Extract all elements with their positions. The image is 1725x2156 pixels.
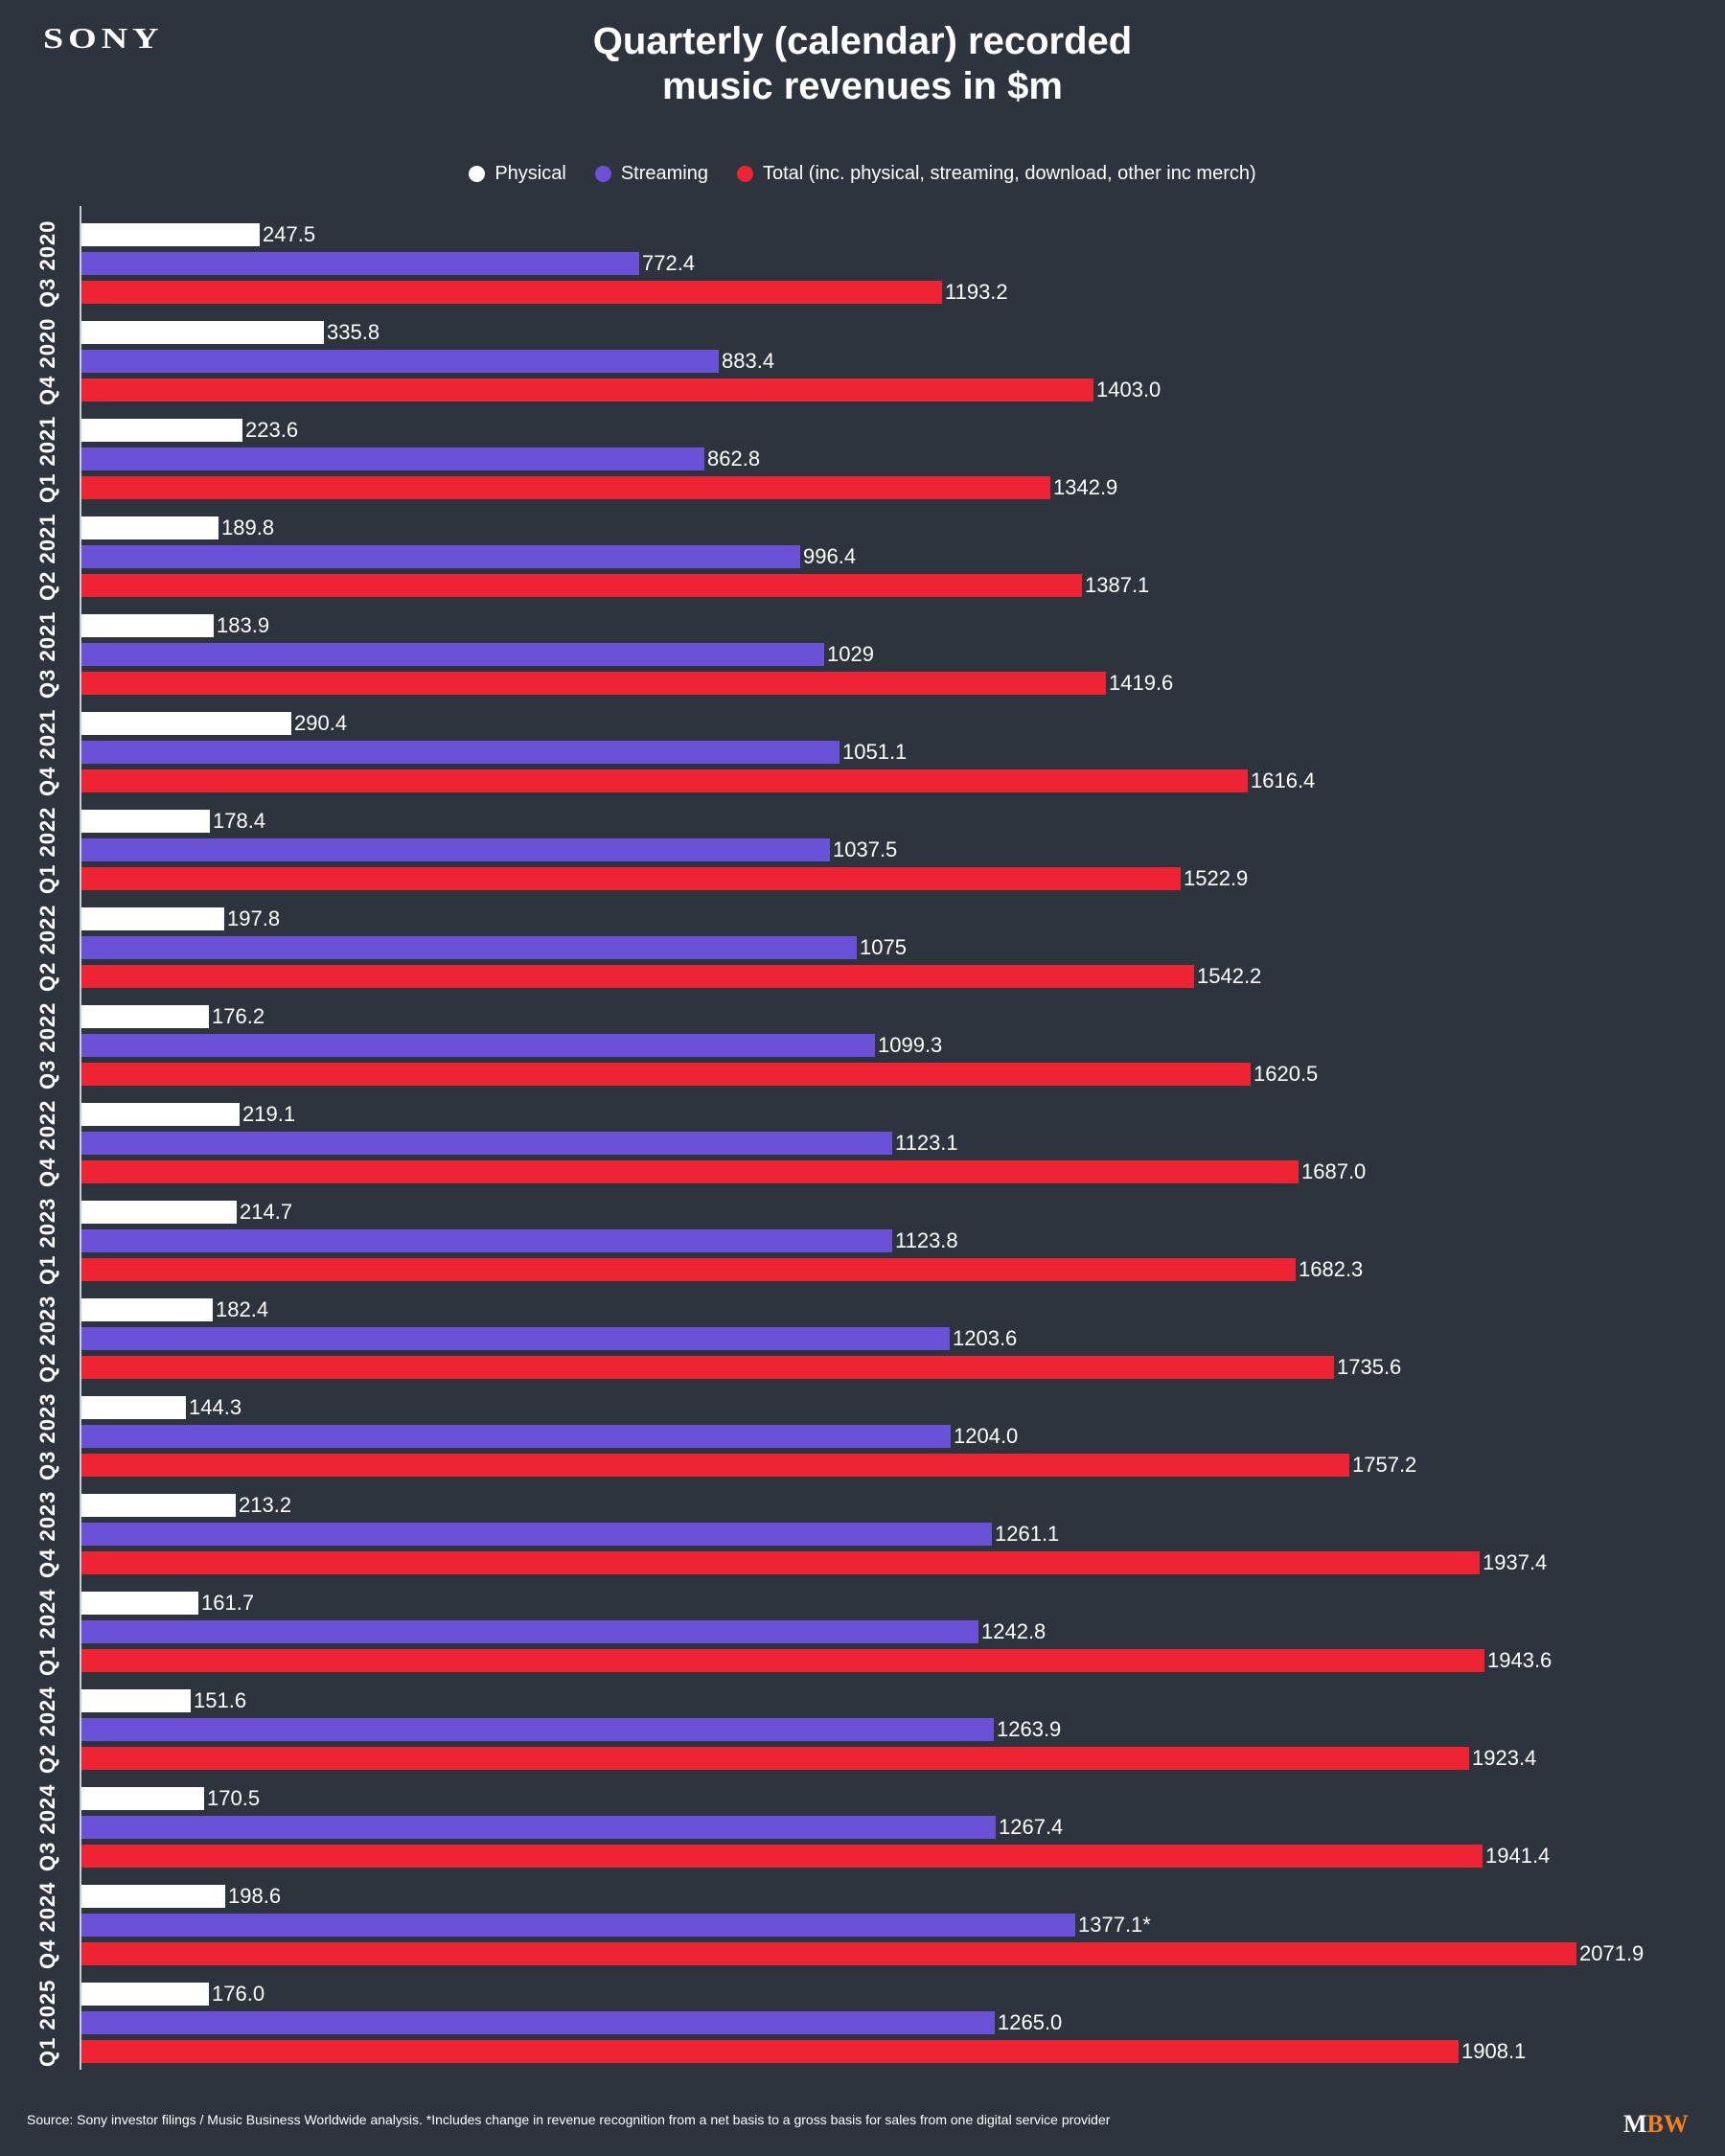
total-bar-fill [81,769,1248,792]
streaming-bar-fill [81,1523,992,1546]
total-bar [81,1356,1709,1379]
streaming-bar-fill [81,545,800,568]
total-bar [81,1063,1709,1086]
streaming-bar [81,1327,1709,1350]
streaming-bar [81,545,1709,568]
bar-value-label: 151.6 [194,1688,247,1712]
bar-value-label: 183.9 [217,613,270,637]
streaming-bar [81,1718,1709,1741]
total-bar [81,1551,1709,1574]
physical-bar [81,223,1709,246]
bar-value-label: 1735.6 [1337,1355,1402,1379]
quarter-group [35,904,1709,992]
mbw-logo [1623,2110,1689,2139]
physical-bar-fill [81,1983,209,2006]
bar-value-label: 1342.9 [1053,475,1118,499]
sony-logo: SONY [43,21,164,56]
y-axis-label: Q1 2021 [35,415,59,503]
bar-value-label: 1204.0 [954,1424,1019,1448]
bar-value-label: 1542.2 [1197,964,1262,988]
physical-bar [81,1298,1709,1321]
y-axis-label: Q3 2022 [35,1001,59,1089]
total-bar-fill [81,1160,1299,1183]
mbw-logo-bw: BW [1646,2110,1689,2138]
physical-bar-fill [81,1787,204,1810]
bar-value-label: 1242.8 [981,1619,1046,1643]
total-bar-fill [81,2040,1459,2063]
bar-value-label: 198.6 [228,1884,282,1908]
streaming-bar [81,741,1709,764]
total-bar-fill [81,1649,1484,1672]
bar-value-label: 772.4 [642,251,696,275]
legend-label-streaming: Streaming [620,163,708,184]
bar-value-label: 1943.6 [1487,1648,1552,1672]
physical-bar [81,1103,1709,1126]
streaming-bar [81,2011,1709,2034]
bar-value-label: 1757.2 [1352,1453,1417,1477]
bar-value-label: 1419.6 [1109,671,1174,695]
physical-bar-fill [81,1005,209,1028]
physical-bar-fill [81,1494,236,1517]
total-bar [81,1160,1709,1183]
streaming-bar [81,643,1709,666]
bar-value-label: 1267.4 [999,1815,1064,1839]
bar-value-label: 182.4 [216,1297,269,1321]
streaming-bar-fill [81,1034,875,1057]
total-bar-fill [81,574,1082,597]
bar-value-label: 1387.1 [1085,573,1150,597]
streaming-bar-fill [81,2011,995,2034]
physical-bar [81,810,1709,833]
total-bar-fill [81,965,1194,988]
streaming-bar-fill [81,936,857,959]
physical-bar-fill [81,1592,198,1615]
bar-value-label: 214.7 [240,1200,293,1224]
quarter-group [35,415,1709,503]
total-bar-fill [81,1063,1251,1086]
total-bar-fill [81,1454,1349,1477]
streaming-bar-fill [81,350,719,373]
bar-value-label: 197.8 [227,906,281,930]
bar-value-label: 1687.0 [1301,1159,1367,1183]
physical-bar [81,1689,1709,1712]
y-axis-label: Q1 2023 [35,1197,59,1285]
bar-value-label: 2071.9 [1579,1941,1644,1965]
legend-item-streaming [595,163,708,185]
chart-title-line1: Quarterly (calendar) recorded [592,20,1133,62]
total-bar [81,476,1709,499]
bar-value-label: 1123.1 [895,1131,958,1155]
bar-value-label: 1075 [860,935,907,959]
total-bar [81,2040,1709,2063]
bar-value-label: 144.3 [189,1395,242,1419]
total-bar [81,1747,1709,1770]
total-bar [81,378,1709,401]
physical-bar-fill [81,810,210,833]
physical-bar [81,1494,1709,1517]
quarter-group [35,1001,1709,1089]
physical-bar-fill [81,1689,191,1712]
quarter-group [35,1588,1709,1676]
physical-bar [81,1396,1709,1419]
physical-bar [81,614,1709,637]
total-bar [81,965,1709,988]
physical-bar-fill [81,419,242,442]
streaming-bar-fill [81,1229,892,1252]
legend-label-physical: Physical [494,163,566,184]
streaming-bar-fill [81,643,824,666]
streaming-bar [81,1914,1709,1937]
total-bar [81,1258,1709,1281]
bar-groups [35,219,1709,2067]
bar-value-label: 213.2 [239,1493,292,1517]
physical-bar [81,321,1709,344]
bar-value-label: 1377.1* [1078,1913,1151,1937]
physical-bar [81,1885,1709,1908]
physical-bar-fill [81,1201,237,1224]
bar-value-label: 1051.1 [842,740,908,764]
physical-bar [81,516,1709,539]
quarter-group [35,513,1709,601]
quarter-group [35,1881,1709,1969]
bar-value-label: 1522.9 [1184,866,1249,890]
streaming-bar-fill [81,1914,1075,1937]
streaming-bar [81,1620,1709,1643]
streaming-bar-fill [81,1327,950,1350]
total-bar [81,1649,1709,1672]
mbw-logo-m: M [1623,2110,1647,2138]
bar-value-label: 170.5 [207,1786,261,1810]
quarter-group [35,1197,1709,1285]
bar-value-label: 1908.1 [1461,2039,1527,2063]
bar-value-label: 1937.4 [1483,1550,1548,1574]
y-axis-label: Q4 2020 [35,317,59,405]
bar-value-label: 883.4 [722,349,775,373]
y-axis-label: Q3 2023 [35,1392,59,1480]
streaming-bar [81,1229,1709,1252]
total-bar-fill [81,281,942,304]
quarter-group [35,610,1709,699]
y-axis-label: Q4 2021 [35,708,59,796]
streaming-bar [81,1132,1709,1155]
bar-value-label: 1123.8 [895,1228,958,1252]
bar-value-label: 1265.0 [998,2010,1063,2034]
streaming-bar-fill [81,741,840,764]
bar-value-label: 996.4 [803,544,857,568]
total-legend-dot-icon [737,166,753,182]
physical-bar-fill [81,907,224,930]
physical-bar [81,1983,1709,2006]
bar-value-label: 1941.4 [1485,1844,1551,1868]
total-bar-fill [81,1747,1469,1770]
physical-bar-fill [81,223,260,246]
quarter-group [35,1783,1709,1871]
total-bar-fill [81,1258,1296,1281]
quarter-group [35,1490,1709,1578]
total-bar-fill [81,1551,1480,1574]
physical-bar-fill [81,1103,240,1126]
total-bar [81,867,1709,890]
y-axis-label: Q4 2024 [35,1881,59,1969]
quarter-group [35,317,1709,405]
bar-value-label: 1029 [827,642,874,666]
bar-value-label: 176.0 [212,1982,265,2006]
y-axis-label: Q3 2020 [35,219,59,308]
physical-bar-fill [81,1885,225,1908]
y-axis-label: Q3 2024 [35,1783,59,1871]
y-axis-label: Q4 2023 [35,1490,59,1578]
physical-bar [81,1005,1709,1028]
y-axis-label: Q2 2021 [35,513,59,601]
source-note: Source: Sony investor filings / Music Business Worldwide analysis. *Includes change in revenue recognition from a net basis to a gross basis for sales from one digital service provider [27,2112,1111,2127]
physical-bar-fill [81,1298,213,1321]
streaming-bar-fill [81,252,639,275]
streaming-bar [81,1523,1709,1546]
bar-value-label: 189.8 [221,516,275,539]
bar-value-label: 1203.6 [953,1326,1018,1350]
bar-value-label: 1682.3 [1299,1257,1364,1281]
total-bar-fill [81,476,1050,499]
physical-bar [81,712,1709,735]
bar-value-label: 247.5 [263,222,316,246]
bar-value-label: 178.4 [213,809,266,833]
streaming-bar [81,1034,1709,1057]
total-bar [81,1942,1709,1965]
bar-value-label: 1099.3 [878,1033,943,1057]
quarter-group [35,1979,1709,2067]
y-axis-label: Q1 2025 [35,1979,59,2067]
bar-value-label: 1193.2 [945,280,1008,304]
total-bar-fill [81,1942,1576,1965]
physical-bar [81,1592,1709,1615]
streaming-bar [81,838,1709,861]
quarter-group [35,1392,1709,1480]
total-bar-fill [81,672,1106,695]
total-bar [81,769,1709,792]
streaming-bar [81,447,1709,470]
total-bar-fill [81,378,1093,401]
physical-bar-fill [81,1396,186,1419]
physical-bar [81,1787,1709,1810]
streaming-bar [81,936,1709,959]
bar-value-label: 219.1 [242,1102,296,1126]
chart-title [0,19,1725,109]
total-bar-fill [81,867,1181,890]
streaming-bar-fill [81,1816,996,1839]
total-bar-fill [81,1356,1334,1379]
bar-value-label: 1263.9 [997,1717,1062,1741]
quarter-group [35,1099,1709,1187]
streaming-legend-dot-icon [595,166,611,182]
physical-bar [81,1201,1709,1224]
physical-bar [81,907,1709,930]
quarter-group [35,1295,1709,1383]
bar-value-label: 1037.5 [833,837,898,861]
physical-bar [81,419,1709,442]
quarter-group [35,708,1709,796]
bar-value-label: 176.2 [212,1004,265,1028]
bar-chart [35,206,1709,2070]
total-bar [81,281,1709,304]
total-bar [81,672,1709,695]
legend-item-physical [469,163,565,185]
physical-bar-fill [81,321,324,344]
quarter-group [35,806,1709,894]
y-axis-label: Q1 2024 [35,1588,59,1676]
legend-label-total: Total (inc. physical, streaming, download, other inc merch) [762,163,1256,184]
y-axis-label: Q2 2024 [35,1686,59,1774]
total-bar [81,1454,1709,1477]
y-axis-label: Q1 2022 [35,806,59,894]
streaming-bar [81,1816,1709,1839]
streaming-bar-fill [81,838,830,861]
physical-bar-fill [81,614,214,637]
physical-bar-fill [81,516,218,539]
total-bar-fill [81,1845,1483,1868]
physical-legend-dot-icon [469,166,485,182]
y-axis-label: Q3 2021 [35,610,59,699]
bar-value-label: 290.4 [294,711,348,735]
total-bar [81,574,1709,597]
bar-value-label: 1923.4 [1472,1746,1537,1770]
streaming-bar-fill [81,1718,994,1741]
chart-title-line2: music revenues in $m [662,65,1063,107]
legend [0,163,1725,185]
y-axis-label: Q2 2022 [35,904,59,992]
physical-bar-fill [81,712,291,735]
streaming-bar-fill [81,447,704,470]
bar-value-label: 1616.4 [1251,768,1316,792]
y-axis-label: Q2 2023 [35,1295,59,1383]
streaming-bar [81,350,1709,373]
quarter-group [35,1686,1709,1774]
quarter-group [35,219,1709,308]
bar-value-label: 862.8 [707,447,761,470]
bar-value-label: 1261.1 [995,1522,1060,1546]
streaming-bar [81,1425,1709,1448]
legend-item-total [737,163,1256,185]
streaming-bar-fill [81,1132,892,1155]
y-axis-label: Q4 2022 [35,1099,59,1187]
bar-value-label: 335.8 [327,320,380,344]
bar-value-label: 1620.5 [1254,1062,1319,1086]
bar-value-label: 223.6 [245,418,299,442]
bar-value-label: 161.7 [201,1591,255,1615]
streaming-bar [81,252,1709,275]
total-bar [81,1845,1709,1868]
streaming-bar-fill [81,1620,978,1643]
bar-value-label: 1403.0 [1096,378,1162,401]
streaming-bar-fill [81,1425,951,1448]
